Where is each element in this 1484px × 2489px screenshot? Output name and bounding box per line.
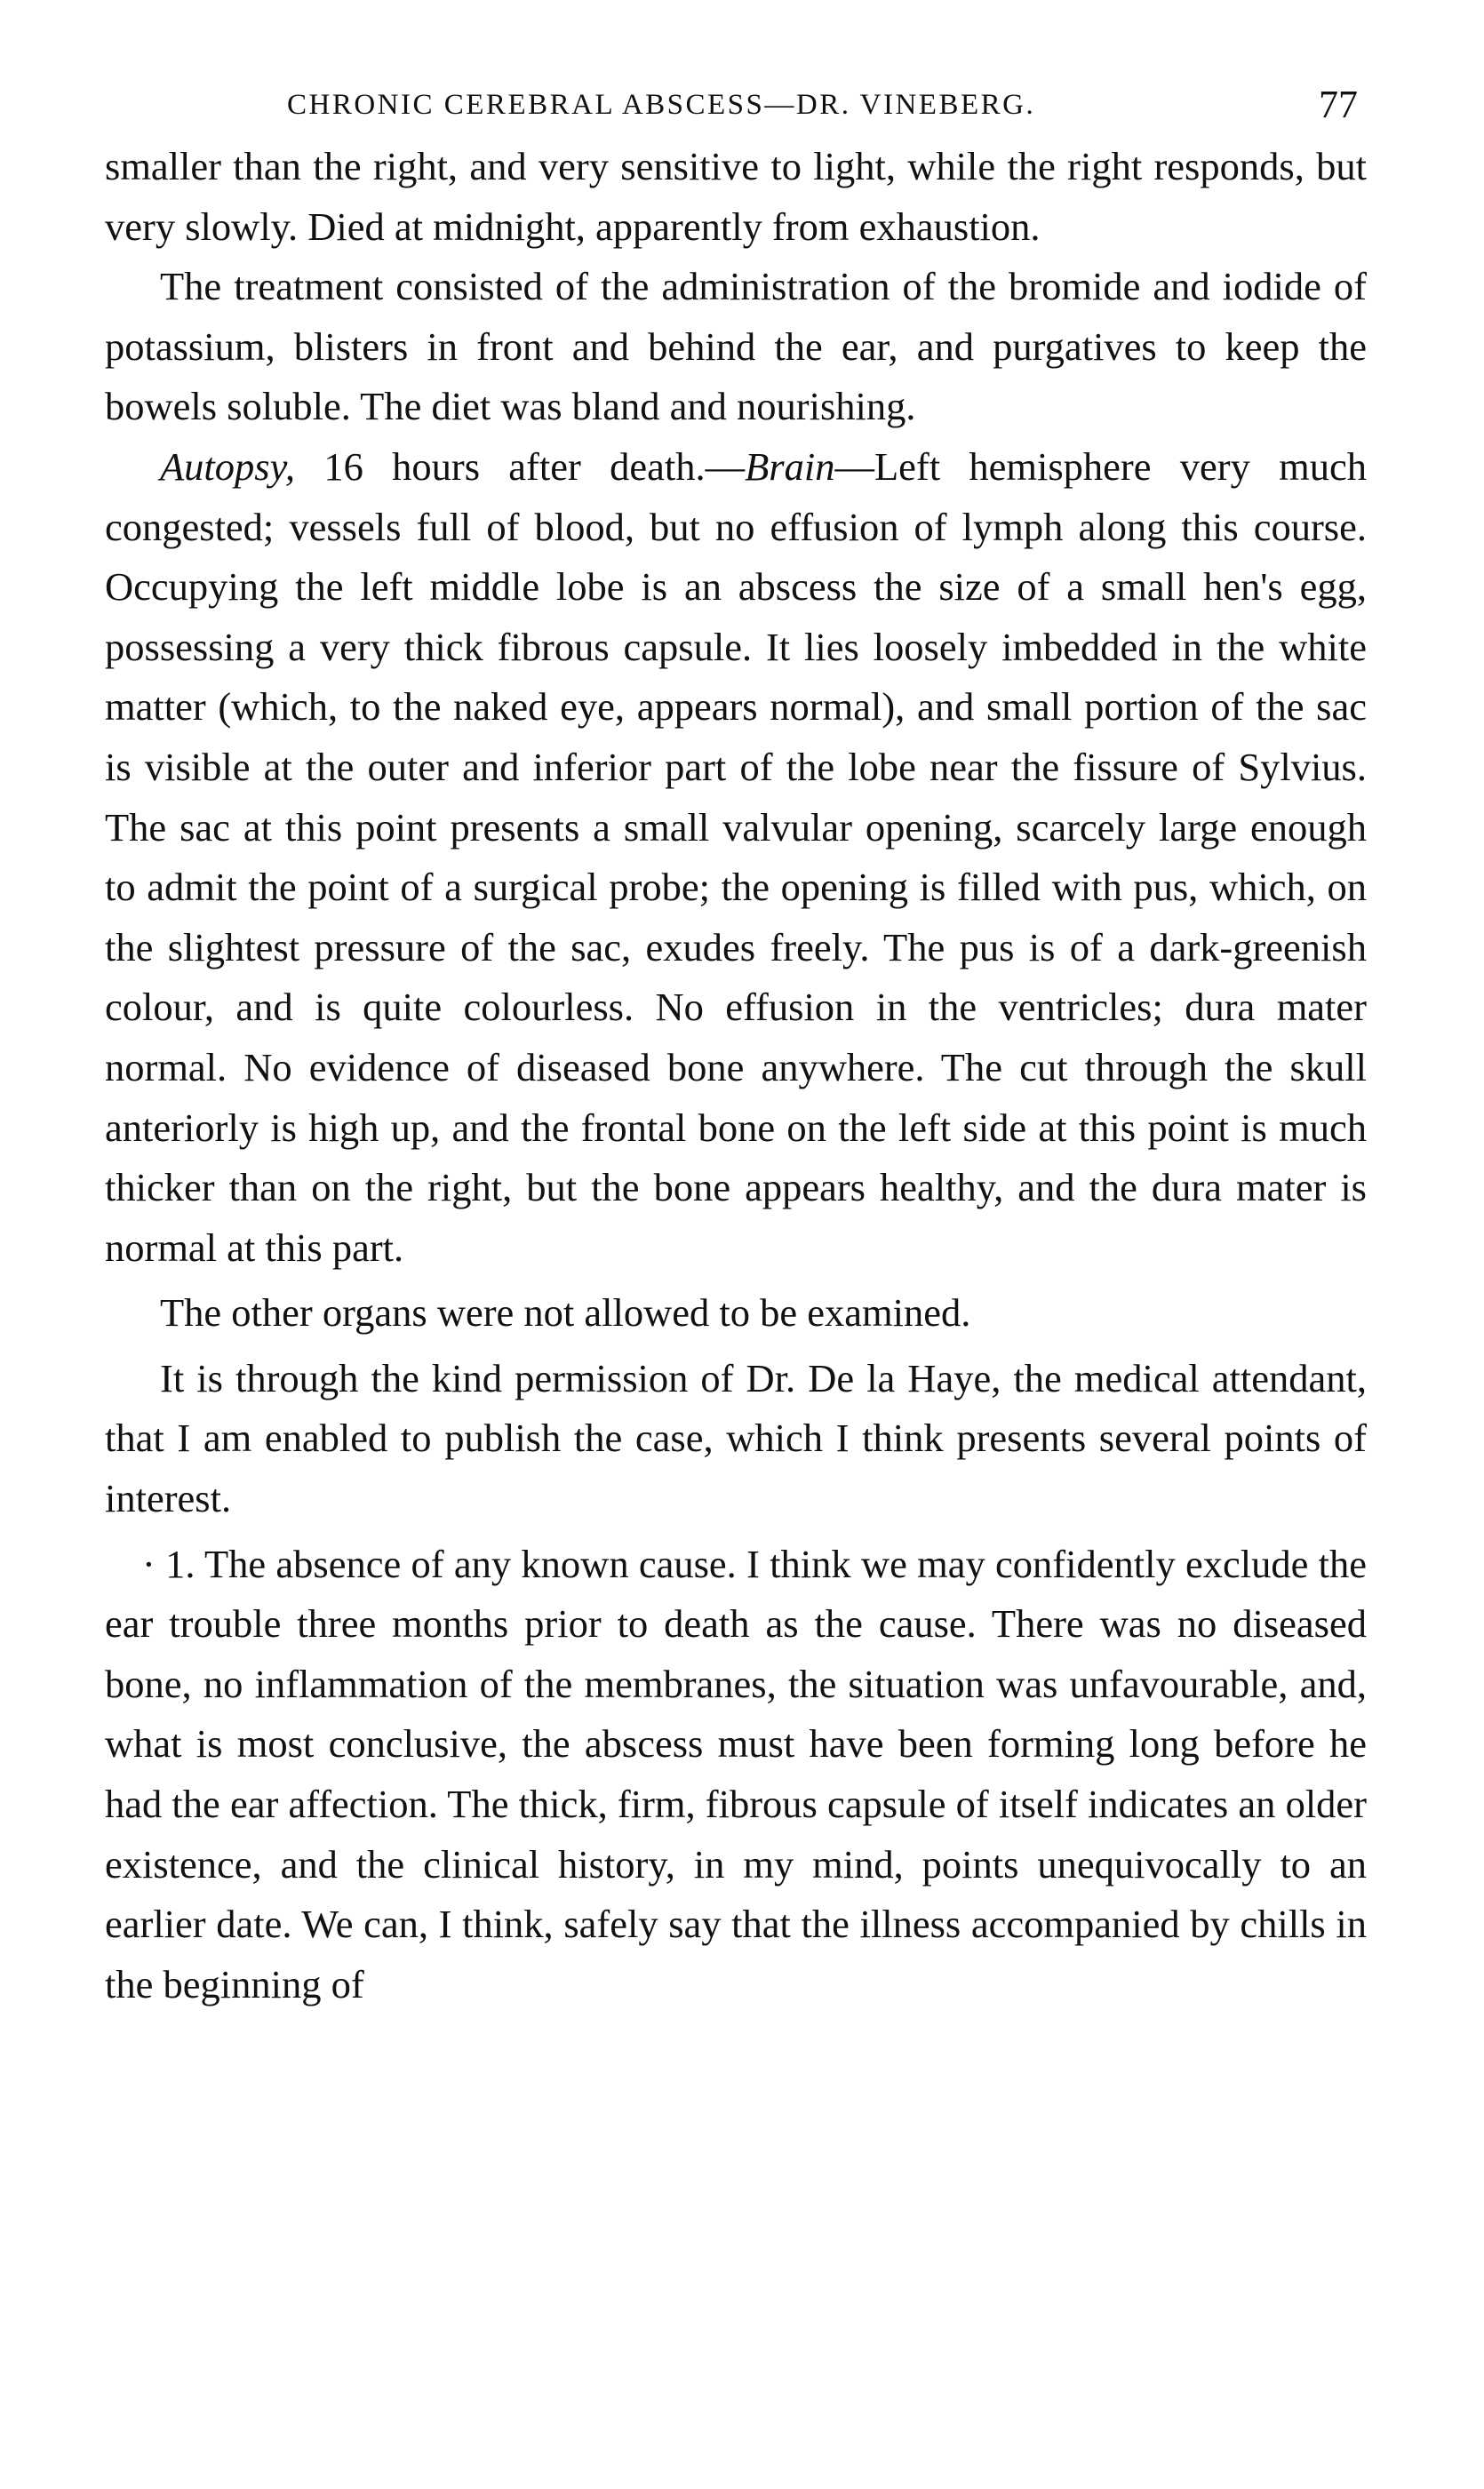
- body-text: [105, 137, 1367, 2014]
- paragraph-treatment: The treatment consisted of the administration of the bromide and iodide of potassium, blisters in front and behind the ear, and purgatives to keep the bowels soluble. The diet was bland and nourishing.: [105, 264, 1367, 429]
- paragraph-other-organs: The other organs were not allowed to be examined.: [160, 1290, 971, 1336]
- running-head: [105, 55, 1367, 137]
- paragraph-acknowledgement: It is through the kind permission of Dr. De la Haye, the medical attendant, that I am enabled to publish the case, which I think presents several points of interest.: [105, 1355, 1367, 1521]
- brain-heading: Brain: [745, 443, 835, 489]
- autopsy-findings: —Left hemisphere very much congested; vessels full of blood, but no effusion of lymph along this course. Occupying the left middle lobe is an abscess the size of a small hen's egg, possessing a very thick fibrous capsule. It lies loosely imbedded in the white matter (which, to the naked eye, appears normal), and small portion of the sac is visible at the outer and inferior part of the lobe near the fissure of Sylvius. The sac at this point presents a small valvular opening, scarcely large enough to admit the point of a surgical probe; the opening is filled with pus, which, on the slightest pressure of the sac, exudes freely. The pus is of a dark-greenish colour, and is quite colourless. No effusion in the ventricles; dura mater normal. No evidence of diseased bone anywhere. The cut through the skull anteriorly is high up, and the frontal bone on the left side at this point is much thicker than on the right, but the bone appears healthy, and the dura mater is normal at this part.: [105, 443, 1368, 1270]
- book-page: [105, 55, 1367, 2014]
- paragraph-continuation: smaller than the right, and very sensitive to light, while the right responds, but very slowly. Died at midnight, apparently from exhaustion.: [105, 144, 1367, 249]
- page-number: 77: [1319, 83, 1358, 126]
- paragraph-autopsy: [105, 437, 1367, 1278]
- autopsy-timing: 16 hours after death.—: [295, 443, 746, 489]
- paragraph-point-one: · 1. The absence of any known cause. I think we may confidently exclude the ear trouble three months prior to death as the cause. There was no diseased bone, no inflammation of the membranes, the situation was unfavourable, and, what is most conclusive, the abscess must have been forming long before he had the ear affection. The thick, firm, fibrous capsule of itself indicates an older existence, and the clinical history, in my mind, points unequivocally to an earlier date. We can, I think, safely say that the illness accompanied by chills in the beginning of: [105, 1541, 1367, 2006]
- running-title: CHRONIC CEREBRAL ABSCESS—DR. VINEBERG.: [287, 89, 1036, 121]
- autopsy-heading: Autopsy,: [160, 443, 296, 489]
